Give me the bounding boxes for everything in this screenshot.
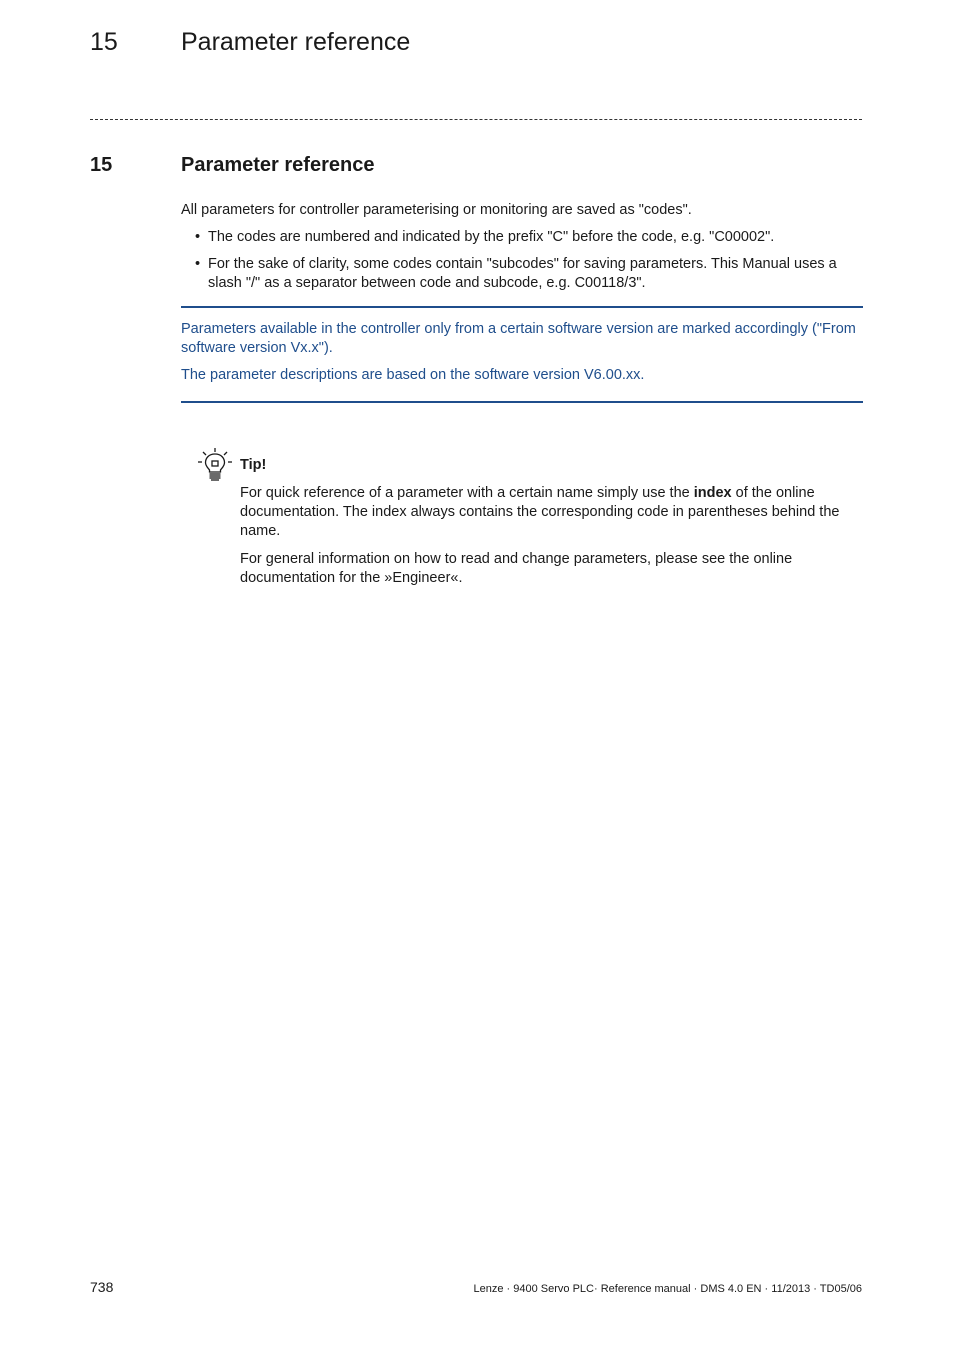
- page-number: 738: [90, 1279, 114, 1295]
- list-item: [195, 255, 871, 293]
- tip-paragraph-index: For quick reference of a parameter with a certain name simply use the index of the online documentation. The index always contains the corresponding code in parentheses behind the name.: [240, 485, 840, 539]
- header-divider: [90, 119, 862, 120]
- note-text-version-marking: Parameters available in the controller only from a certain software version are marked accordingly ("From software version Vx.x").: [181, 321, 856, 356]
- bullet-dot: •: [195, 229, 201, 245]
- list-item-text: For the sake of clarity, some codes contain "subcodes" for saving parameters. This Manual uses a slash "/" as a separator between code and subcode, e.g. C00118/3".: [208, 256, 837, 291]
- tip-paragraph-engineer: For general information on how to read and change parameters, please see the online documentation for the »Engineer«.: [240, 551, 793, 586]
- footer-document-info: Lenze · 9400 Servo PLC· Reference manual · DMS 4.0 EN · 11/2013 · TD05/06: [473, 1283, 862, 1295]
- list-item: [195, 228, 871, 247]
- list-item-text: The codes are numbered and indicated by the prefix "C" before the code, e.g. "C00002".: [208, 229, 775, 245]
- section-number: 15: [90, 154, 113, 176]
- note-text-software-version: The parameter descriptions are based on the software version V6.00.xx.: [181, 367, 645, 383]
- bullet-dot: •: [195, 256, 201, 272]
- lightbulb-icon: [197, 447, 233, 483]
- index-term: index: [693, 485, 732, 501]
- section-title: Parameter reference: [181, 154, 375, 176]
- intro-paragraph: All parameters for controller parameterising or monitoring are saved as "codes".: [181, 202, 692, 218]
- header-chapter-title: Parameter reference: [181, 28, 411, 56]
- bullet-list: [195, 228, 871, 301]
- tip-label: Tip!: [240, 457, 267, 473]
- header-chapter-number: 15: [90, 28, 118, 56]
